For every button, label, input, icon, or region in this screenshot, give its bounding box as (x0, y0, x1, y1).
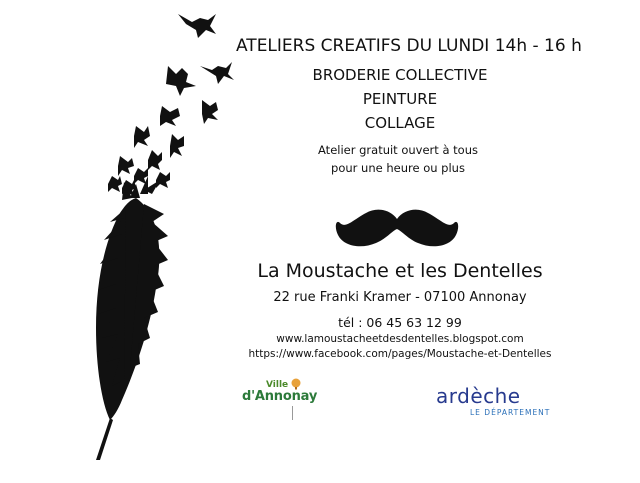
ardeche-logo (432, 384, 562, 420)
activity-item: PEINTURE (362, 90, 438, 108)
activity-item: BRODERIE COLLECTIVE (312, 66, 488, 84)
mustache-icon (332, 205, 462, 251)
logo-ardeche-label: ardèche (436, 384, 521, 408)
organization-name: La Moustache et les Dentelles (257, 260, 543, 282)
logo-departement-label: LE DÉPARTEMENT (470, 408, 551, 417)
phone-number: tél : 06 45 63 12 99 (338, 315, 462, 330)
page-title: ATELIERS CREATIFS DU LUNDI 14h - 16 h (236, 36, 582, 56)
logo-annonay-label: d'Annonay (242, 389, 318, 404)
activity-item: COLLAGE (364, 114, 436, 132)
logo-ville-label: Ville (266, 380, 289, 390)
info-line-2: pour une heure ou plus (331, 161, 465, 175)
info-line-1: Atelier gratuit ouvert à tous (318, 143, 478, 157)
organization-address: 22 rue Franki Kramer - 07100 Annonay (273, 290, 527, 305)
feather-with-birds-icon (40, 8, 240, 468)
facebook-link[interactable]: https://www.facebook.com/pages/Moustache-et-Dentelles (248, 348, 552, 360)
ville-annonay-logo (238, 380, 328, 420)
website-link[interactable]: www.lamoustacheetdesdentelles.blogspot.com (276, 333, 524, 345)
